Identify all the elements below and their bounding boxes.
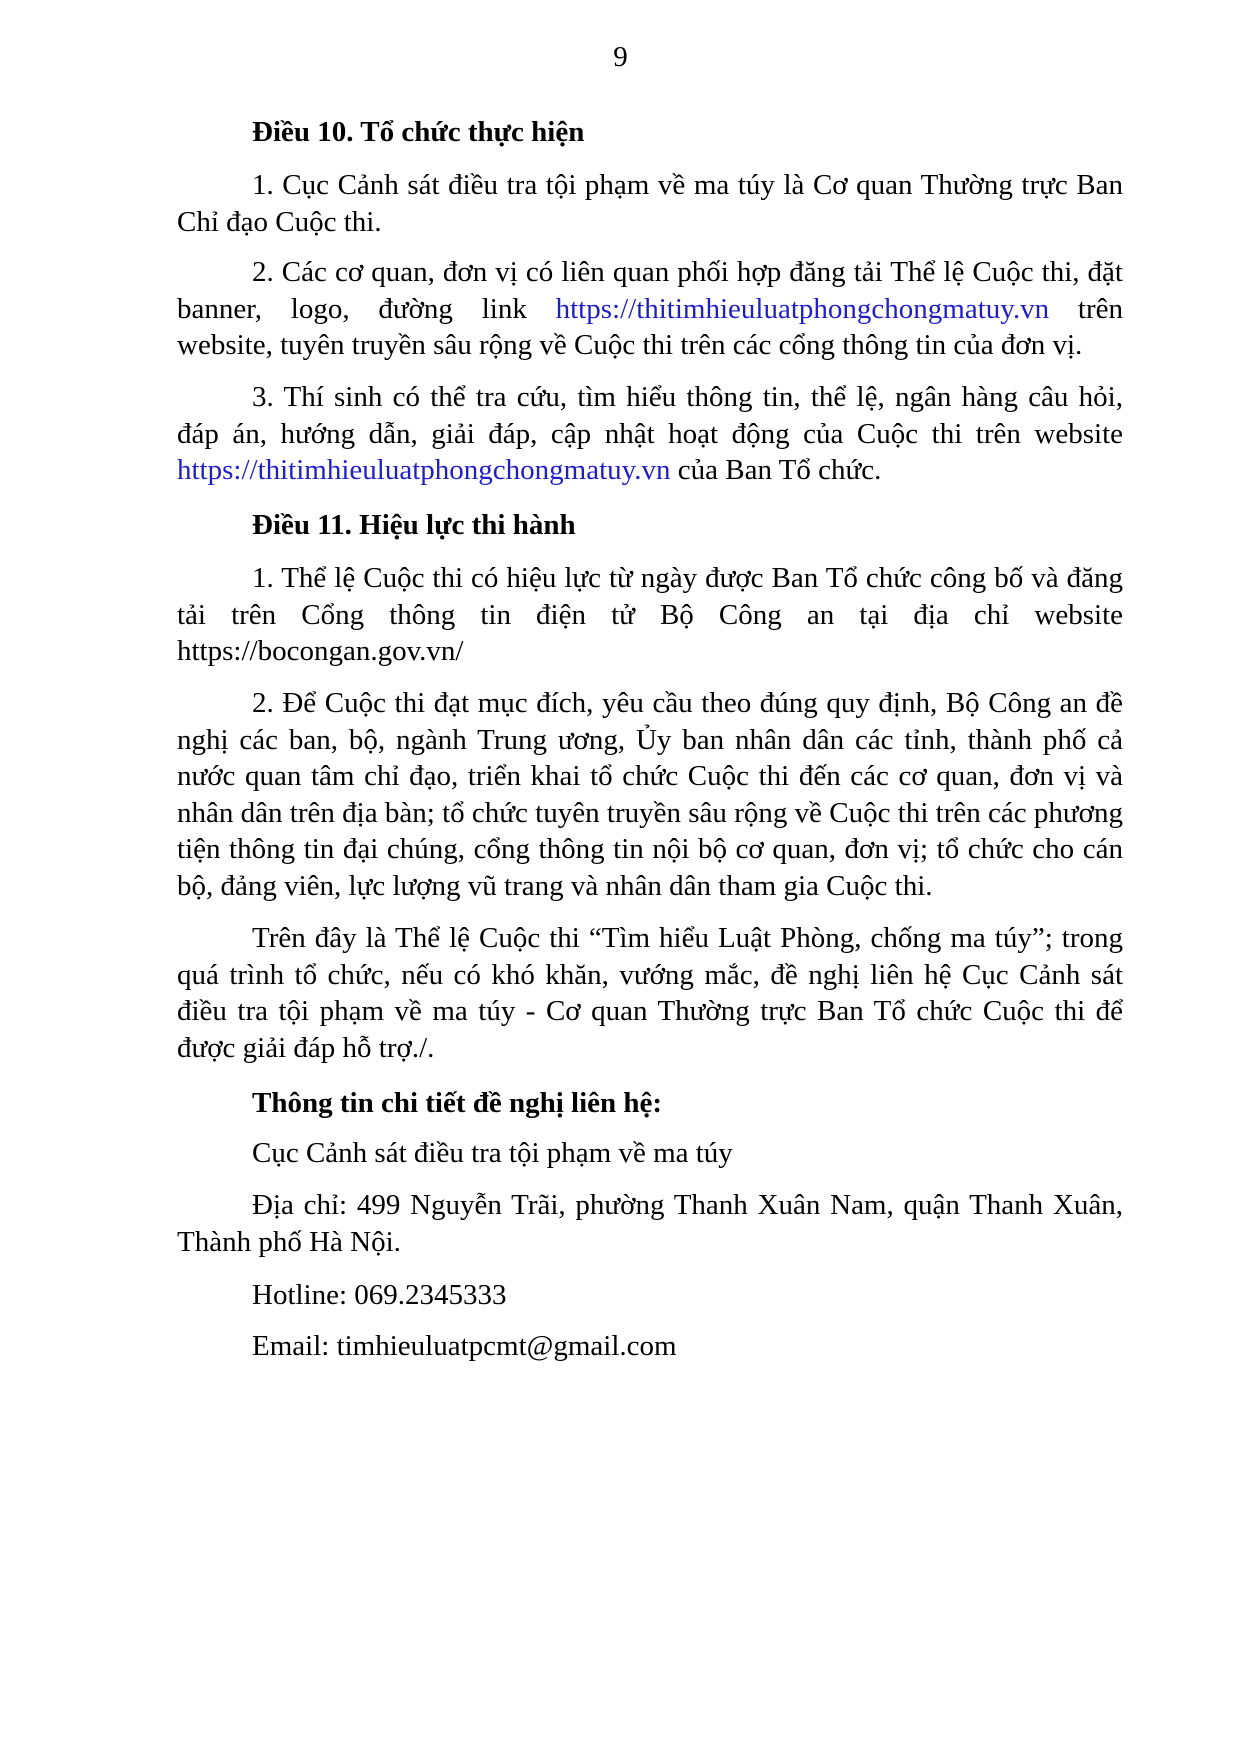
paragraph-line: 3. Thí sinh có thể tra cứu, tìm hiểu thông tin, thể lệ, ngân hàng câu hỏi, xyxy=(252,381,1123,413)
contact-address xyxy=(177,1187,1123,1260)
paragraph-line xyxy=(177,452,1123,489)
contest-website-link[interactable]: https://thitimhieuluatphongchongmatuy.vn xyxy=(555,292,1050,325)
paragraph-line: 2. Để Cuộc thi đạt mục đích, yêu cầu theo đúng quy định, Bộ Công an đề xyxy=(252,687,1123,719)
line-text: của Ban Tổ chức. xyxy=(670,454,882,486)
article-11-paragraph-1 xyxy=(177,560,1123,670)
paragraph-line: nước quan tâm chỉ đạo, triển khai tổ chức Cuộc thi đến các cơ quan, đơn vị và xyxy=(177,760,1123,792)
paragraph-line: nghị các ban, bộ, ngành Trung ương, Ủy ban nhân dân các tỉnh, thành phố cả xyxy=(177,723,1123,756)
closing-paragraph xyxy=(177,920,1123,1066)
contact-heading xyxy=(177,1085,1123,1122)
paragraph-line: tải trên Cổng thông tin điện tử Bộ Công an tại địa chỉ website xyxy=(177,598,1123,631)
agency-name: Cục Cảnh sát điều tra tội phạm về ma túy xyxy=(252,1137,733,1169)
line-text: trên xyxy=(1077,292,1124,325)
heading-text: Thông tin chi tiết đề nghị liên hệ: xyxy=(252,1087,663,1119)
contact-hotline xyxy=(177,1277,1123,1314)
email-text: Email: timhieuluatpcmt@gmail.com xyxy=(252,1330,677,1362)
paragraph-line xyxy=(177,291,1123,328)
contact-agency xyxy=(177,1135,1123,1172)
paragraph-line: điều tra tội phạm về ma túy - Cơ quan Thường trực Ban Tổ chức Cuộc thi để xyxy=(177,995,1123,1027)
paragraph-line: được giải đáp hỗ trợ./. xyxy=(177,1031,435,1064)
paragraph-line: nhân dân trên địa bàn; tổ chức tuyên truyền sâu rộng về Cuộc thi trên các phương xyxy=(177,796,1123,829)
page-number: 9 xyxy=(613,41,628,73)
article-10-paragraph-3 xyxy=(177,379,1123,489)
article-10-paragraph-1 xyxy=(177,167,1123,240)
address-line: Thành phố Hà Nội. xyxy=(177,1225,401,1258)
paragraph-line: Trên đây là Thể lệ Cuộc thi “Tìm hiểu Luật Phòng, chống ma túy”; trong xyxy=(252,922,1123,954)
paragraph-line: Chỉ đạo Cuộc thi. xyxy=(177,205,382,238)
paragraph-line: bộ, đảng viên, lực lượng vũ trang và nhân dân tham gia Cuộc thi. xyxy=(177,869,933,902)
article-10-heading xyxy=(177,114,1123,151)
paragraph-line: 1. Cục Cảnh sát điều tra tội phạm về ma túy là Cơ quan Thường trực Ban xyxy=(252,169,1123,201)
address-line: Địa chỉ: 499 Nguyễn Trãi, phường Thanh Xuân Nam, quận Thanh Xuân, xyxy=(252,1189,1123,1221)
paragraph-line: đáp án, hướng dẫn, giải đáp, cập nhật hoạt động của Cuộc thi trên website xyxy=(177,417,1123,450)
line-text: banner, logo, đường link xyxy=(177,292,527,325)
paragraph-line: 2. Các cơ quan, đơn vị có liên quan phối hợp đăng tải Thể lệ Cuộc thi, đặt xyxy=(252,256,1123,288)
paragraph-line: website, tuyên truyền sâu rộng về Cuộc thi trên các cổng thông tin của đơn vị. xyxy=(177,329,1083,361)
article-10-paragraph-2 xyxy=(177,254,1123,364)
hotline-text: Hotline: 069.2345333 xyxy=(252,1279,507,1311)
contact-email xyxy=(177,1328,1123,1365)
heading-text: Điều 11. Hiệu lực thi hành xyxy=(252,509,576,541)
contest-website-link[interactable]: https://thitimhieuluatphongchongmatuy.vn xyxy=(177,454,671,486)
paragraph-line: https://bocongan.gov.vn/ xyxy=(177,635,464,667)
article-11-paragraph-2 xyxy=(177,685,1123,904)
paragraph-line: 1. Thể lệ Cuộc thi có hiệu lực từ ngày được Ban Tổ chức công bố và đăng xyxy=(252,562,1123,594)
paragraph-line: quá trình tổ chức, nếu có khó khăn, vướng mắc, đề nghị liên hệ Cục Cảnh sát xyxy=(177,958,1123,991)
paragraph-line: tiện thông tin đại chúng, cổng thông tin nội bộ cơ quan, đơn vị; tổ chức cho cán xyxy=(177,833,1123,865)
heading-text: Điều 10. Tổ chức thực hiện xyxy=(252,116,585,148)
article-11-heading xyxy=(177,507,1123,544)
